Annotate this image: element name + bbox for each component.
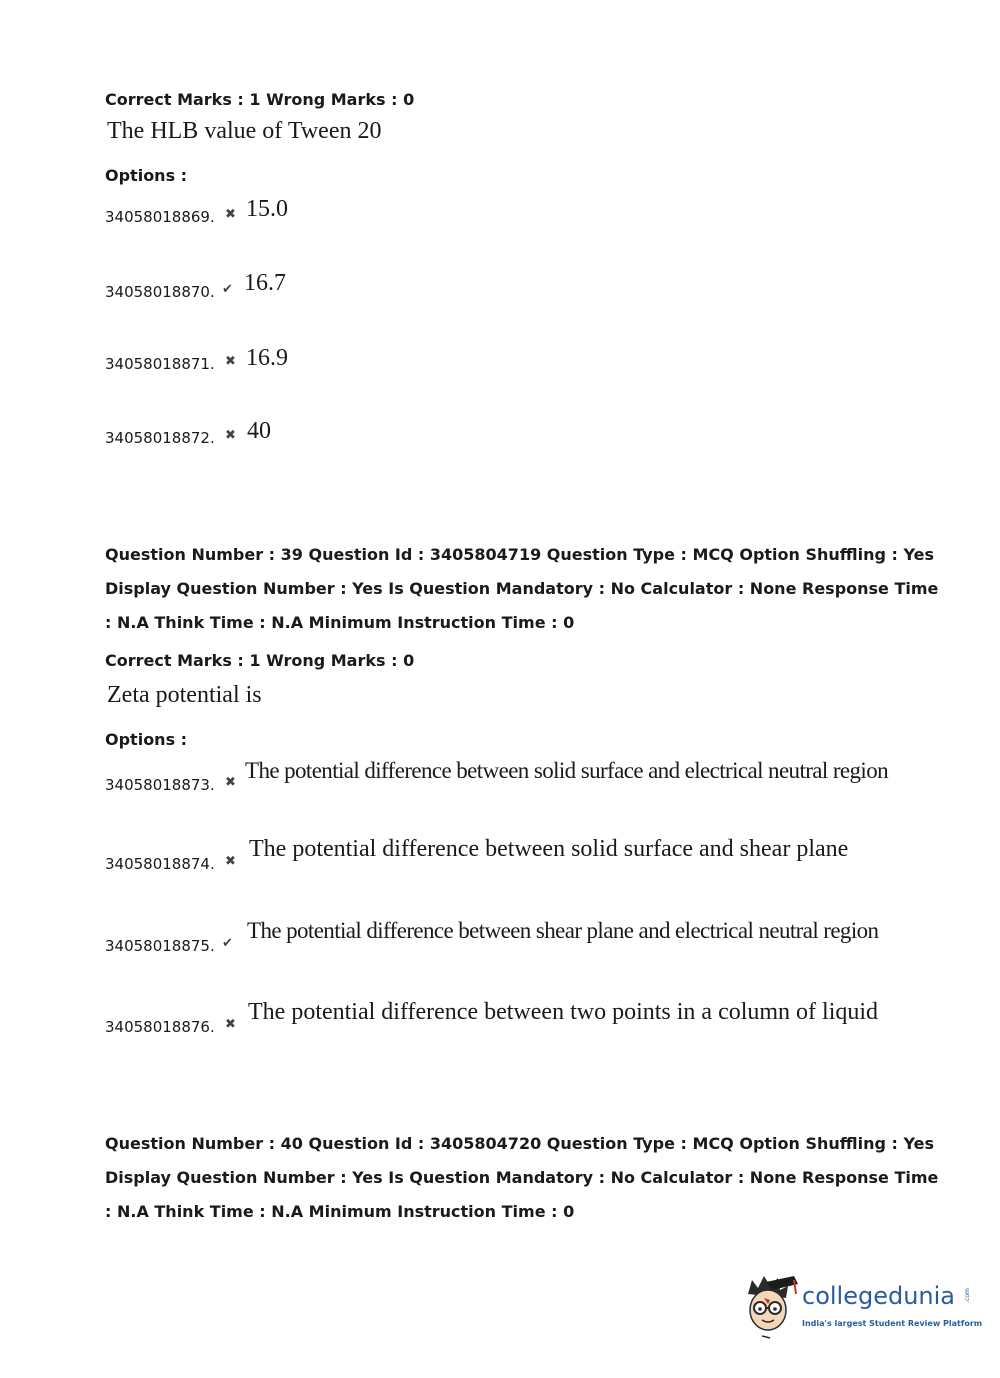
option-id: 34058018870. <box>105 283 215 301</box>
question-text: The HLB value of Tween 20 <box>107 118 382 144</box>
correct-check-icon: ✔ <box>222 936 233 951</box>
wrong-mark-icon: ✖ <box>225 854 236 869</box>
collegedunia-logo <box>742 1272 983 1342</box>
option-text: The potential difference between solid surface and electrical neutral region <box>245 758 889 783</box>
mascot-icon <box>742 1272 800 1342</box>
wrong-mark-icon: ✖ <box>225 354 236 369</box>
options-label: Options : <box>105 166 188 185</box>
logo-tagline: India's largest Student Review Platform <box>802 1319 983 1328</box>
option-text: 16.9 <box>246 345 288 371</box>
option-id: 34058018876. <box>105 1018 215 1036</box>
question-meta-line: Display Question Number : Yes Is Question Mandatory : No Calculator : None Response Time <box>105 1168 939 1187</box>
logo-wordmark: collegedunia <box>802 1282 956 1310</box>
question-meta-line: Question Number : 39 Question Id : 3405804719 Question Type : MCQ Option Shuffling : Yes <box>105 545 935 564</box>
wrong-mark-icon: ✖ <box>225 775 236 790</box>
option-text: 15.0 <box>246 196 288 222</box>
wrong-mark-icon: ✖ <box>225 1017 236 1032</box>
wrong-mark-icon: ✖ <box>225 428 236 443</box>
question-text: Zeta potential is <box>107 682 262 708</box>
option-text: The potential difference between two points in a column of liquid <box>248 999 879 1025</box>
options-label: Options : <box>105 730 188 749</box>
option-id: 34058018875. <box>105 937 215 955</box>
wrong-mark-icon: ✖ <box>225 207 236 222</box>
option-id: 34058018873. <box>105 776 215 794</box>
option-id: 34058018871. <box>105 355 215 373</box>
option-text: 16.7 <box>244 270 286 296</box>
question-meta-line: : N.A Think Time : N.A Minimum Instruction Time : 0 <box>105 613 575 632</box>
question-meta-line: : N.A Think Time : N.A Minimum Instruction Time : 0 <box>105 1202 575 1221</box>
option-id: 34058018874. <box>105 855 215 873</box>
question-meta-line: Display Question Number : Yes Is Question Mandatory : No Calculator : None Response Time <box>105 579 939 598</box>
correct-check-icon: ✔ <box>222 282 233 297</box>
logo-domain-suffix: .com <box>963 1288 971 1303</box>
option-text: 40 <box>247 418 271 444</box>
option-id: 34058018869. <box>105 208 215 226</box>
marks-info: Correct Marks : 1 Wrong Marks : 0 <box>105 651 415 670</box>
option-text: The potential difference between shear plane and electrical neutral region <box>247 918 879 943</box>
marks-info: Correct Marks : 1 Wrong Marks : 0 <box>105 90 415 109</box>
option-text: The potential difference between solid surface and shear plane <box>249 836 849 862</box>
question-meta-line: Question Number : 40 Question Id : 3405804720 Question Type : MCQ Option Shuffling : Yes <box>105 1134 935 1153</box>
option-id: 34058018872. <box>105 429 215 447</box>
